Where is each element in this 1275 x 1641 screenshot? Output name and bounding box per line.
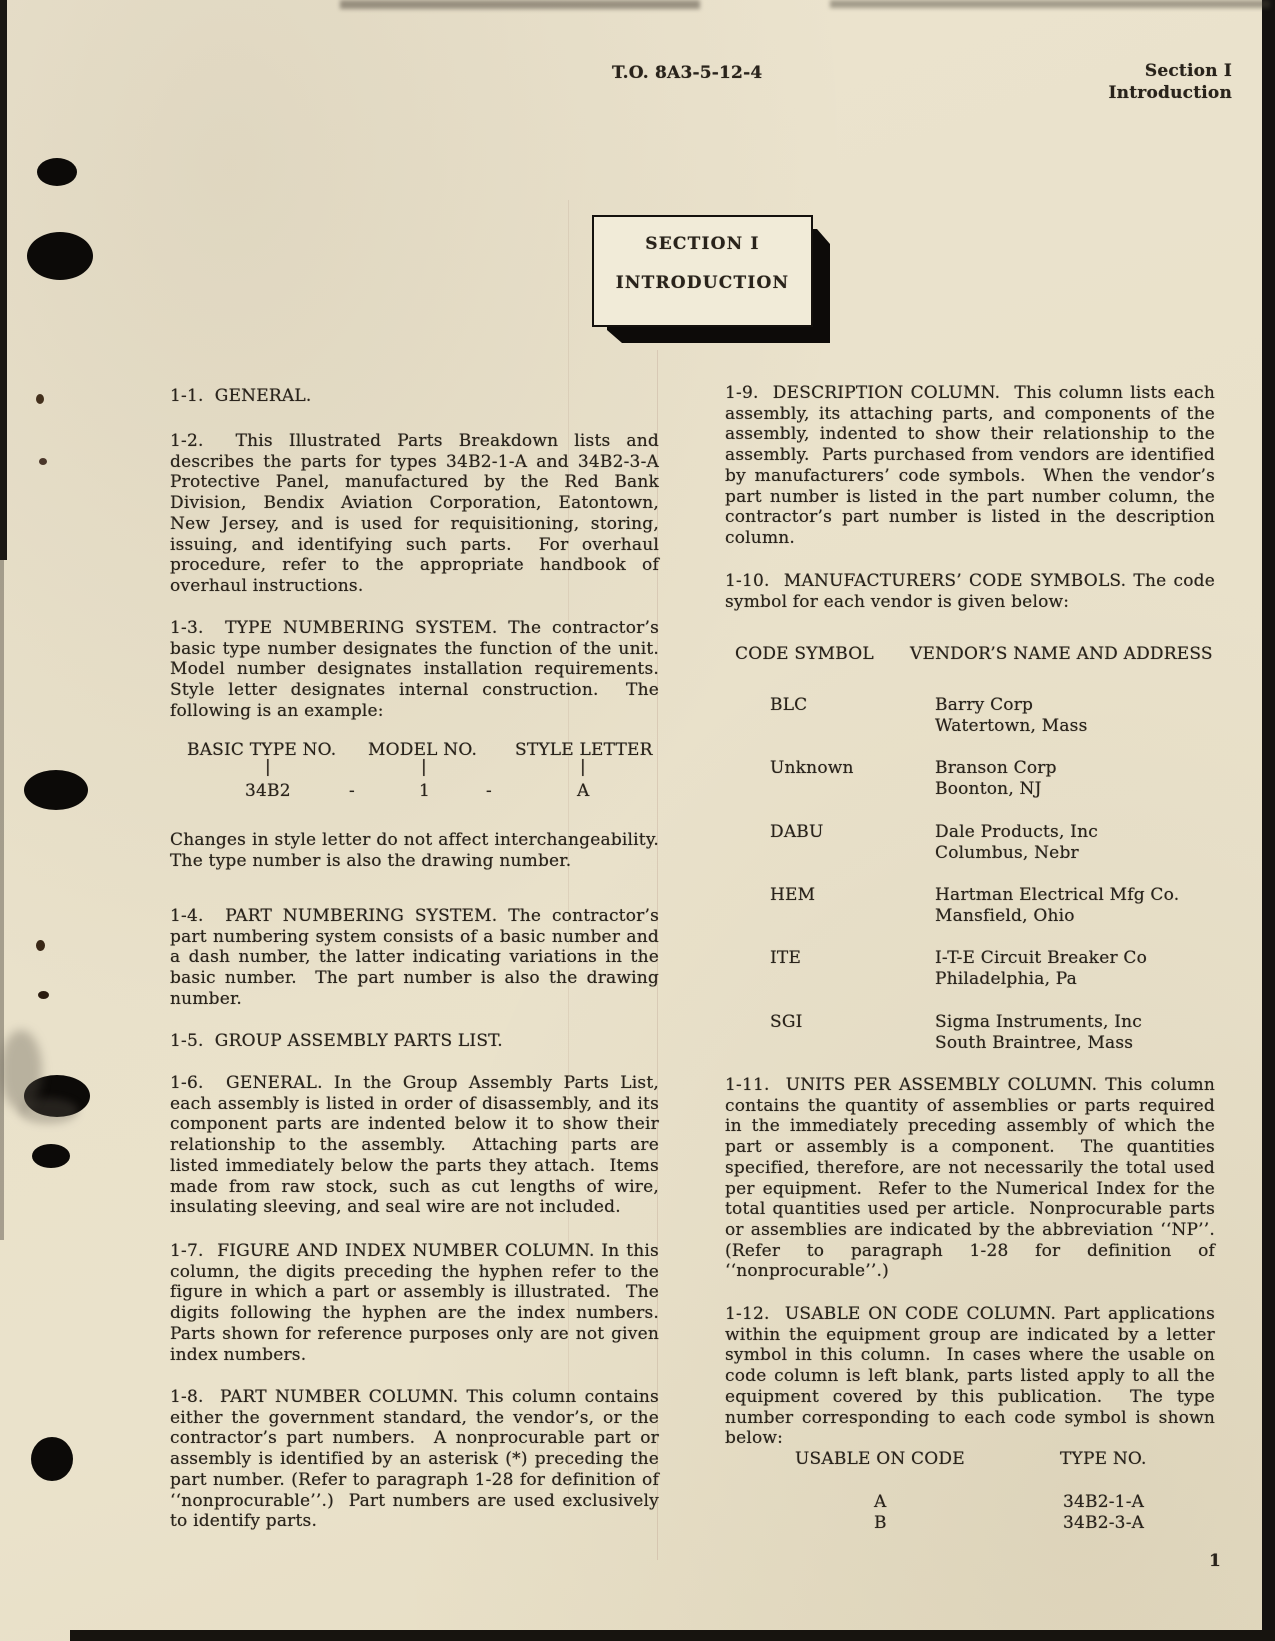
vendor-name-address <box>935 948 1275 990</box>
vendor-name-address <box>935 1012 1275 1054</box>
vendor-name-address <box>935 695 1275 737</box>
scan-edge-left <box>0 0 7 560</box>
scan-edge-right <box>1262 0 1275 1641</box>
paragraph-1-8: 1-8. PART NUMBER COLUMN. This column contains either the government standard, the vendor’s, or the contractor’s part numbers. A nonprocurable part or assembly is identified by an asterisk (*) preceding the part number. (Refer to paragraph 1-28 for definition of ‘‘nonprocurable’’.) Part numbers are used exclusively to identify parts. <box>170 1387 659 1532</box>
scan-edge-left-faded <box>0 560 4 1240</box>
type-numbering-diagram <box>170 740 682 806</box>
punch-hole-3 <box>24 770 88 810</box>
vendor-city: Watertown, Mass <box>935 716 1088 736</box>
vendor-name-address <box>935 885 1275 927</box>
section-title-box <box>592 215 813 327</box>
vendor-name: Branson Corp <box>935 758 1057 778</box>
stain-speck-3 <box>36 940 45 951</box>
header-introduction-label: Introduction <box>1108 83 1232 103</box>
paragraph-1-10: 1-10. MANUFACTURERS’ CODE SYMBOLS. The code symbol for each vendor is given below: <box>725 571 1215 612</box>
page-number: 1 <box>1209 1551 1222 1571</box>
paragraph-1-3: 1-3. TYPE NUMBERING SYSTEM. The contractor’s basic type number designates the function of the unit. Model number designates installation requirements. Style letter designates internal construction. The following is an example: <box>170 618 659 721</box>
vendor-name: Dale Products, Inc <box>935 822 1098 842</box>
diagram-label-model: MODEL NO. <box>368 740 478 760</box>
paragraph-1-12: 1-12. USABLE ON CODE COLUMN. Part applications within the equipment group are indicated by a letter symbol in this column. In cases where the usable on code column is left blank, parts listed apply to all the equipment covered by this publication. The type number corresponding to each code symbol is shown below: <box>725 1304 1215 1449</box>
paragraph-1-1: 1-1. GENERAL. <box>170 386 312 406</box>
vendor-city: Philadelphia, Pa <box>935 969 1077 989</box>
diagram-label-basic-type: BASIC TYPE NO. <box>187 740 337 760</box>
vendor-name: Hartman Electrical Mfg Co. <box>935 885 1180 905</box>
punch-hole-1 <box>37 158 77 186</box>
tech-order-number: T.O. 8A3-5-12-4 <box>612 63 763 83</box>
vendor-city: Columbus, Nebr <box>935 843 1079 863</box>
stain-speck-2 <box>39 458 47 465</box>
diagram-dash-1: - <box>349 781 355 801</box>
punch-hole-2 <box>27 232 93 280</box>
paragraph-changes-note: Changes in style letter do not affect interchangeability. The type number is also the drawing number. <box>170 830 659 871</box>
diagram-value-style: A <box>577 781 590 801</box>
paragraph-1-4: 1-4. PART NUMBERING SYSTEM. The contractor’s part numbering system consists of a basic number and a dash number, the latter indicating variations in the basic number. The part number is also the drawing number. <box>170 906 659 1009</box>
paragraph-1-5: 1-5. GROUP ASSEMBLY PARTS LIST. <box>170 1031 503 1051</box>
punch-hole-6 <box>31 1437 73 1481</box>
vendor-name: Sigma Instruments, Inc <box>935 1012 1142 1032</box>
usable-row-type: 34B2-3-A <box>1063 1513 1145 1533</box>
diagram-value-basic: 34B2 <box>245 781 291 801</box>
vendor-table-header-vendor: VENDOR’S NAME AND ADDRESS <box>910 644 1213 664</box>
stain-smudge-gray-2 <box>18 1098 78 1124</box>
paragraph-1-6: 1-6. GENERAL. In the Group Assembly Parts List, each assembly is listed in order of disassembly, and its component parts are indented below it to show their relationship to the assembly. Attaching parts are listed immediately below the parts they attach. Items made from raw stock, such as cut lengths of wire, insulating sleeving, and seal wire are not included. <box>170 1073 659 1218</box>
diagram-connector-3: | <box>580 757 586 777</box>
vendor-city: South Braintree, Mass <box>935 1033 1134 1053</box>
usable-row-code: A <box>874 1492 887 1512</box>
scan-smudge-top-2 <box>830 0 1270 8</box>
paragraph-1-2: 1-2. This Illustrated Parts Breakdown lists and describes the parts for types 34B2-1-A and 34B2-3-A Protective Panel, manufactured by the Red Bank Division, Bendix Aviation Corporation, Eatontown, New Jersey, and is used for requisitioning, storing, issuing, and identifying such parts. For overhaul procedure, refer to the appropriate handbook of overhaul instructions. <box>170 431 659 596</box>
diagram-connector-1: | <box>265 757 271 777</box>
vendor-city: Mansfield, Ohio <box>935 906 1075 926</box>
vendor-code: BLC <box>770 695 808 715</box>
scan-edge-bottom <box>70 1630 1275 1641</box>
vendor-name: Barry Corp <box>935 695 1034 715</box>
header-section-label: Section I <box>1144 61 1232 81</box>
stain-speck-1 <box>36 394 44 404</box>
vendor-table-header-code: CODE SYMBOL <box>735 644 874 664</box>
vendor-code: SGI <box>770 1012 803 1032</box>
paragraph-1-7: 1-7. FIGURE AND INDEX NUMBER COLUMN. In this column, the digits preceding the hyphen refer to the figure in which a part or assembly is illustrated. The digits following the hyphen are the index numbers. Parts shown for reference purposes only are not given index numbers. <box>170 1241 659 1365</box>
punch-hole-5 <box>32 1144 70 1168</box>
stain-speck-4 <box>38 991 49 999</box>
diagram-connector-2: | <box>421 757 427 777</box>
usable-table-header-type: TYPE NO. <box>1060 1449 1147 1469</box>
paragraph-1-11: 1-11. UNITS PER ASSEMBLY COLUMN. This column contains the quantity of assemblies or parts required in the immediately preceding assembly of which the part or assembly is a component. The quantities specified, therefore, are not necessarily the total used per equipment. Refer to the Numerical Index for the total quantities used per article. Nonprocurable parts or assemblies are indicated by the abbreviation ‘‘NP’’. (Refer to paragraph 1-28 for definition of ‘‘nonprocurable’’.) <box>725 1075 1215 1282</box>
usable-table-header-code: USABLE ON CODE <box>795 1449 965 1469</box>
section-box-title: SECTION I <box>645 234 760 254</box>
diagram-value-model: 1 <box>419 781 431 801</box>
header-section-block <box>1032 60 1232 104</box>
vendor-code: DABU <box>770 822 824 842</box>
scan-smudge-top-1 <box>340 0 700 9</box>
usable-row-type: 34B2-1-A <box>1063 1492 1145 1512</box>
vendor-code: HEM <box>770 885 816 905</box>
diagram-dash-2: - <box>486 781 492 801</box>
diagram-label-style: STYLE LETTER <box>515 740 653 760</box>
vendor-name: I-T-E Circuit Breaker Co <box>935 948 1148 968</box>
paragraph-1-9: 1-9. DESCRIPTION COLUMN. This column lists each assembly, its attaching parts, and components of the assembly, indented to show their relationship to the assembly. Parts purchased from vendors are identified by manufacturers’ code symbols. When the vendor’s part number is listed in the part number column, the contractor’s part number is listed in the description column. <box>725 383 1215 548</box>
vendor-name-address <box>935 822 1275 864</box>
vendor-code: Unknown <box>770 758 854 778</box>
vendor-code: ITE <box>770 948 802 968</box>
section-box-subtitle: INTRODUCTION <box>615 273 790 293</box>
vendor-name-address <box>935 758 1275 800</box>
usable-row-code: B <box>874 1513 887 1533</box>
vendor-city: Boonton, NJ <box>935 779 1042 799</box>
